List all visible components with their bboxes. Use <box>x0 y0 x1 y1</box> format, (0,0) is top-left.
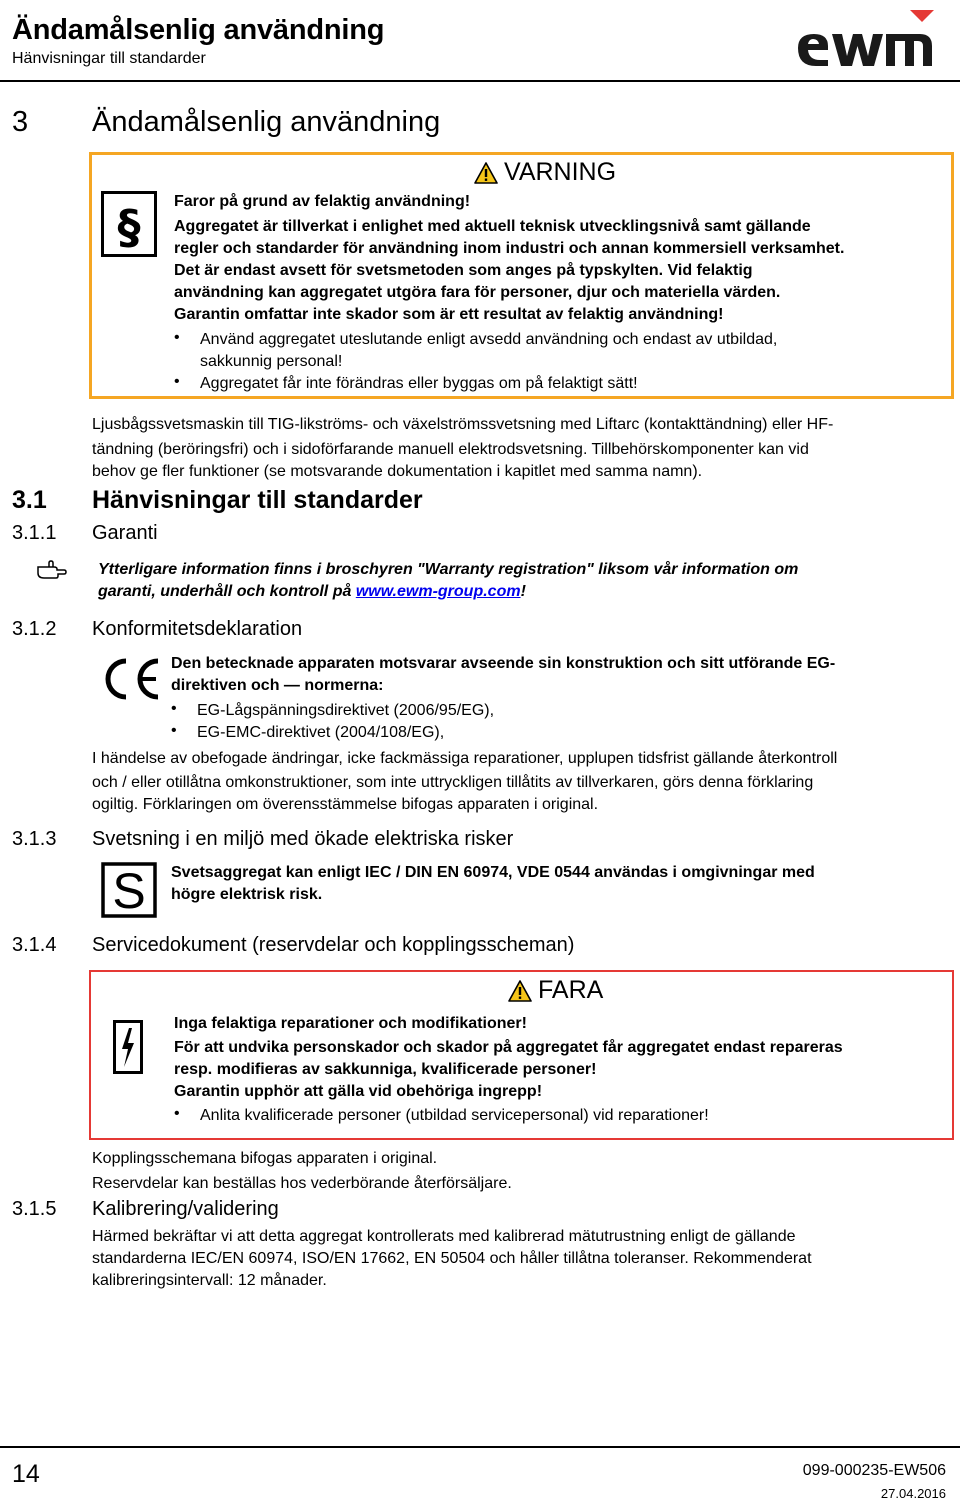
page-header-title: Ändamålsenlig användning <box>12 14 385 46</box>
section-3-1-2-number: 3.1.2 <box>12 618 57 640</box>
service-text-1: Kopplingsschemana bifogas apparaten i original. <box>92 1150 438 1167</box>
section-3-1-5-title: Kalibrering/validering <box>92 1198 279 1220</box>
section-3-1-number: 3.1 <box>12 486 47 514</box>
bullet-dot: • <box>171 700 177 717</box>
bullet-dot: • <box>171 722 177 739</box>
section-3-number: 3 <box>12 106 29 138</box>
warning-title <box>474 158 616 187</box>
pointing-hand-icon <box>36 558 68 582</box>
section-3-1-1-number: 3.1.1 <box>12 522 57 544</box>
conformity-line-2: direktiven och — normerna: <box>171 677 384 694</box>
directive-bullet-2: EG-EMC-direktivet (2004/108/EG), <box>197 724 445 741</box>
directive-bullet-1: EG-Lågspänningsdirektivet (2006/95/EG), <box>197 702 495 719</box>
warning-line-1: Faror på grund av felaktig användning! <box>174 193 471 210</box>
conformity-text-3: ogiltig. Förklaringen om överensstämmelse bifogas apparaten i original. <box>92 796 599 813</box>
section-3-title: Ändamålsenlig användning <box>92 106 441 138</box>
warning-bullet-2: Aggregatet får inte förändras eller byggas om på felaktigt sätt! <box>200 375 638 392</box>
warranty-note-line-2 <box>98 581 526 603</box>
svg-text:S: S <box>112 863 146 918</box>
intro-line-3: behov ge fler funktioner (se motsvarande dokumentation i kapitlet med samma namn). <box>92 463 703 480</box>
warning-title-text: VARNING <box>504 158 617 186</box>
section-3-1-4-number: 3.1.4 <box>12 934 57 956</box>
warning-bullet-1: Använd aggregatet uteslutande enligt avsedd användning och endast av utbildad, <box>200 331 778 348</box>
warranty-note-line-1: Ytterligare information finns i broschyren "Warranty registration" liksom vår information om <box>98 561 799 578</box>
bullet-dot: • <box>174 1105 180 1122</box>
ewm-logo <box>792 4 942 74</box>
danger-bullet: Anlita kvalificerade personer (utbildad servicepersonal) vid reparationer! <box>200 1107 709 1124</box>
calibration-text-2: standarderna IEC/EN 60974, ISO/EN 17662, EN 50504 och håller tillåtna toleranser. Rekommenderat <box>92 1250 812 1267</box>
section-3-1-5-number: 3.1.5 <box>12 1198 57 1220</box>
danger-title-text: FARA <box>538 976 604 1004</box>
warning-line-5: användning kan aggregatet utgöra fara för personer, djur och materiella värden. <box>174 284 781 301</box>
calibration-text-1: Härmed bekräftar vi att detta aggregat kontrollerats med kalibrerad mätutrustning enligt de gällande <box>92 1228 796 1245</box>
service-text-2: Reservdelar kan beställas hos vederbörande återförsäljare. <box>92 1175 512 1192</box>
section-3-1-title: Hänvisningar till standarder <box>92 486 423 514</box>
document-date: 27.04.2016 <box>880 1486 946 1501</box>
warning-line-6: Garantin omfattar inte skador som är ett resultat av felaktig användning! <box>174 306 724 323</box>
page-number: 14 <box>12 1460 40 1488</box>
document-number: 099-000235-EW506 <box>802 1462 946 1479</box>
conformity-text-2: och / eller otillåtna omkonstruktioner, som inte uttryckligen tillåtits av tillverkaren, görs denna förklaring <box>92 774 814 791</box>
danger-title <box>508 976 603 1005</box>
ce-mark-icon <box>98 656 164 702</box>
risk-line-1: Svetsaggregat kan enligt IEC / DIN EN 60974, VDE 0544 användas i omgivningar med <box>171 864 815 881</box>
paragraph-law-icon <box>101 191 157 257</box>
warranty-note-end: ! <box>520 583 526 600</box>
warning-triangle-icon <box>508 980 532 1002</box>
warning-line-3: regler och standarder för användning inom industri och annan kommersiell verksamhet. <box>174 240 845 257</box>
warning-bullet-1-cont: sakkunnig personal! <box>200 353 343 370</box>
bullet-dot: • <box>174 373 180 390</box>
header-divider <box>0 80 960 82</box>
intro-line-2: tändning (beröringsfri) och i sidoförfarande manuell elektrodsvetsning. Tillbehörskomponenter kan vid <box>92 441 809 458</box>
conformity-line-1: Den betecknade apparaten motsvarar avseende sin konstruktion och sitt utförande EG- <box>171 655 836 672</box>
footer-divider <box>0 1446 960 1448</box>
danger-line-1: Inga felaktiga reparationer och modifikationer! <box>174 1015 527 1032</box>
section-3-1-3-title: Svetsning i en miljö med ökade elektriska risker <box>92 828 514 850</box>
conformity-text-1: I händelse av obefogade ändringar, icke fackmässiga reparationer, upplupen tidsfrist gällande återkontroll <box>92 750 838 767</box>
ewm-website-link[interactable]: www.ewm-group.com <box>355 583 521 600</box>
warranty-note-text: garanti, underhåll och kontroll på <box>98 583 356 600</box>
danger-line-2: För att undvika personskador och skador på aggregatet får aggregatet endast repareras <box>174 1039 843 1056</box>
danger-line-3: resp. modifieras av sakkunniga, kvalificerade personer! <box>174 1061 597 1078</box>
svg-text:§: § <box>117 200 141 254</box>
s-mark-icon <box>101 862 157 918</box>
warning-line-4: Det är endast avsett för svetsmetoden som anges på typskylten. Vid felaktig <box>174 262 753 279</box>
risk-line-2: högre elektrisk risk. <box>171 886 323 903</box>
bullet-dot: • <box>174 329 180 346</box>
calibration-text-3: kalibreringsintervall: 12 månader. <box>92 1272 327 1289</box>
section-3-1-3-number: 3.1.3 <box>12 828 57 850</box>
section-3-1-4-title: Servicedokument (reservdelar och kopplingsscheman) <box>92 934 575 956</box>
warning-line-2: Aggregatet är tillverkat i enlighet med aktuell teknisk utvecklingsnivå samt gällande <box>174 218 811 235</box>
warning-triangle-icon <box>474 162 498 184</box>
section-3-1-2-title: Konformitetsdeklaration <box>92 618 303 640</box>
danger-line-4: Garantin upphör att gälla vid obehöriga ingrepp! <box>174 1083 543 1100</box>
intro-line-1: Ljusbågssvetsmaskin till TIG-likströms- och växelströmssvetsning med Liftarc (kontakttändning) eller HF- <box>92 416 834 433</box>
section-3-1-1-title: Garanti <box>92 522 158 544</box>
page-header-subtitle: Hänvisningar till standarder <box>12 50 206 67</box>
lightning-bolt-icon <box>113 1020 143 1074</box>
